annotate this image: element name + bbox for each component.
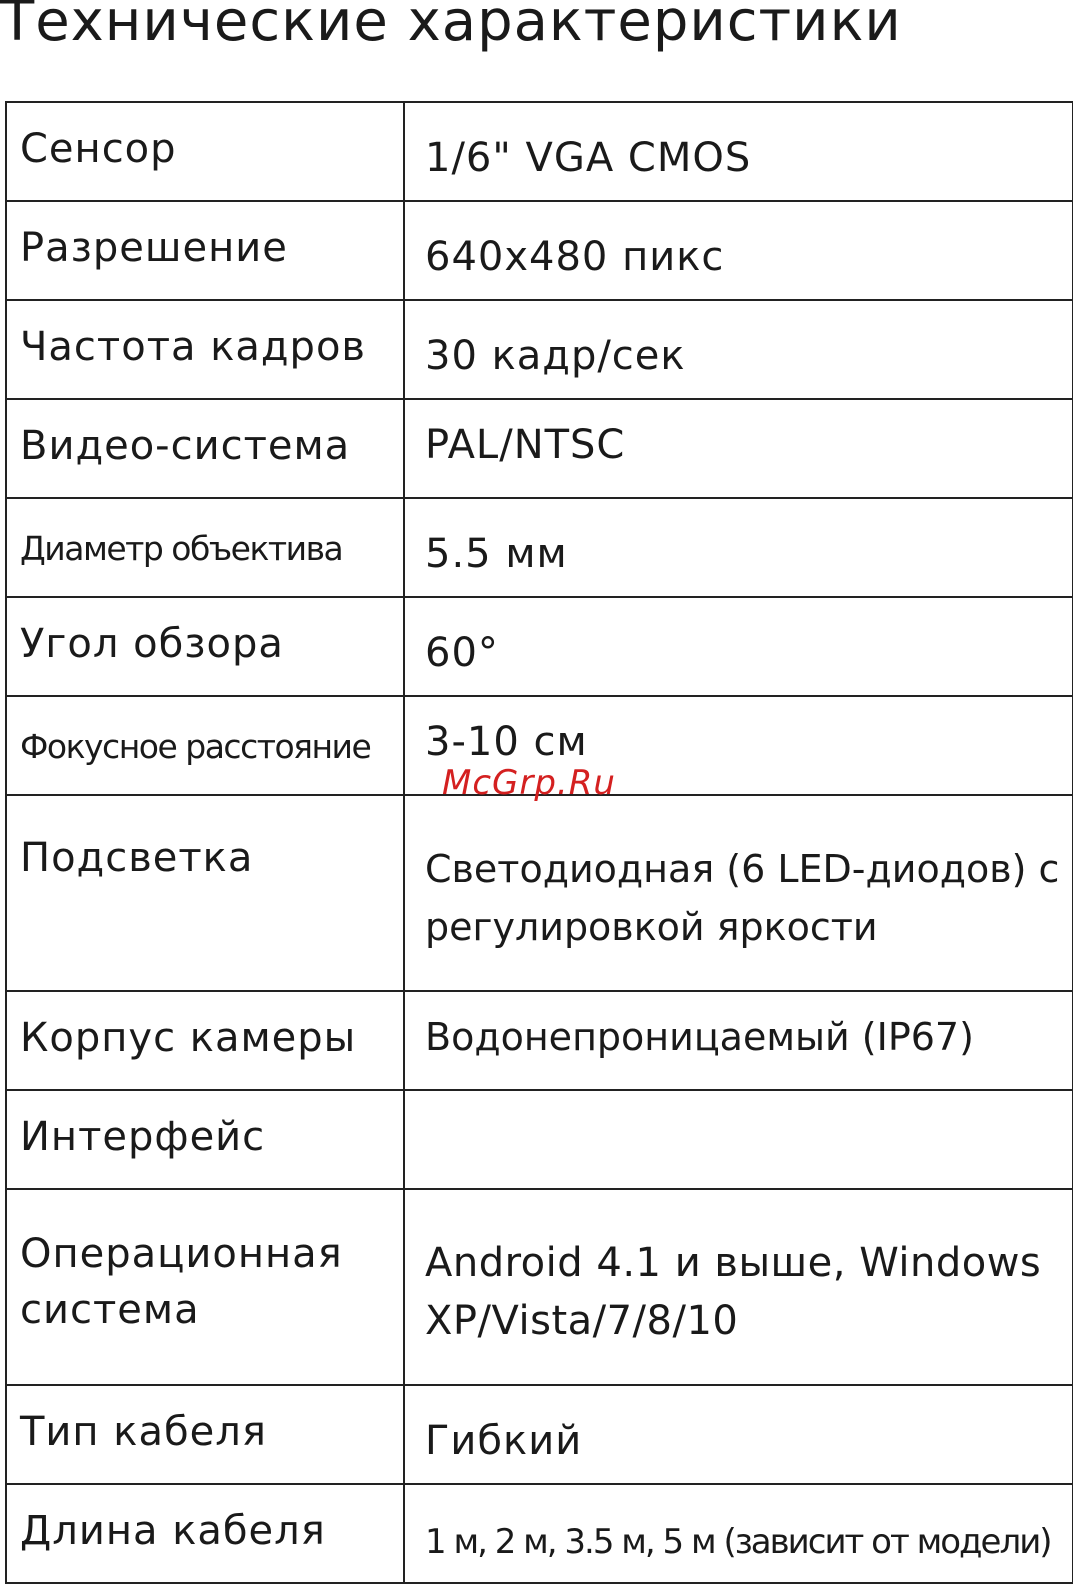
spec-label-sensor: Сенсор: [20, 126, 177, 172]
spec-label-cell: [6, 1090, 404, 1189]
watermark: McGrp.Ru: [442, 763, 616, 803]
spec-value-view-angle: 60°: [425, 630, 499, 676]
spec-label-cell: [6, 399, 404, 498]
spec-label-camera-body: Корпус камеры: [20, 1015, 357, 1061]
table-row: [6, 795, 1073, 991]
spec-label-video-system: Видео-система: [20, 423, 351, 469]
table-row: [6, 498, 1073, 597]
spec-value-cell: [404, 1385, 1073, 1484]
spec-value-sensor: 1/6" VGA CMOS: [425, 135, 752, 181]
table-row: [6, 1385, 1073, 1484]
spec-label-cell: [6, 1189, 404, 1385]
spec-label-cell: [6, 795, 404, 991]
spec-value-interface: [425, 1091, 1072, 1117]
table-row: [6, 102, 1073, 201]
spec-value-cable-type: Гибкий: [425, 1418, 583, 1464]
spec-label-cable-type: Тип кабеля: [20, 1409, 267, 1455]
table-row: [6, 1189, 1073, 1385]
spec-value-cell: [404, 201, 1073, 300]
spec-value-cell: [404, 399, 1073, 498]
spec-label-cell: [6, 498, 404, 597]
spec-value-operating-system: Android 4.1 и выше, Windows XP/Vista/7/8/10: [425, 1240, 1042, 1344]
spec-value-cell: [404, 991, 1073, 1090]
spec-label-view-angle: Угол обзора: [20, 621, 284, 667]
spec-value-frame-rate: 30 кадр/сек: [425, 333, 686, 379]
spec-label-cell: [6, 102, 404, 201]
spec-value-resolution: 640x480 пикс: [425, 234, 725, 280]
spec-label-cell: [6, 201, 404, 300]
spec-label-frame-rate: Частота кадров: [20, 324, 366, 370]
spec-value-cell: [404, 498, 1073, 597]
spec-value-cell: [404, 102, 1073, 201]
spec-label-operating-system: Операционная система: [20, 1231, 343, 1333]
spec-value-video-system: PAL/NTSC: [425, 422, 626, 468]
spec-value-camera-body: Водонепроницаемый (IP67): [425, 1015, 974, 1059]
spec-label-backlight: Подсветка: [20, 835, 254, 881]
spec-value-cell: [404, 795, 1073, 991]
spec-label-cell: [6, 696, 404, 795]
spec-label-cell: [6, 1385, 404, 1484]
page-title: Технические характеристики: [0, 0, 902, 54]
spec-table: [5, 101, 1073, 1584]
spec-label-cable-length: Длина кабеля: [20, 1508, 326, 1554]
table-row: [6, 1090, 1073, 1189]
table-row: [6, 991, 1073, 1090]
spec-label-resolution: Разрешение: [20, 225, 288, 271]
spec-value-backlight: Светодиодная (6 LED-диодов) с регулировкой яркости: [425, 847, 1060, 949]
spec-value-cable-length: 1 м, 2 м, 3.5 м, 5 м (зависит от модели): [425, 1522, 1051, 1562]
table-row: [6, 201, 1073, 300]
spec-label-cell: [6, 300, 404, 399]
table-row: [6, 300, 1073, 399]
spec-value-cell: [404, 1090, 1073, 1189]
table-row: [6, 1484, 1073, 1583]
spec-label-lens-diameter: Диаметр объектива: [20, 529, 343, 568]
spec-value-lens-diameter: 5.5 мм: [425, 531, 568, 577]
spec-label-cell: [6, 1484, 404, 1583]
spec-value-focal-distance: 3-10 см: [425, 719, 588, 765]
table-row: [6, 597, 1073, 696]
spec-value-cell: [404, 300, 1073, 399]
spec-label-cell: [6, 991, 404, 1090]
spec-label-focal-distance: Фокусное расстояние: [20, 727, 371, 766]
spec-value-cell: [404, 1484, 1073, 1583]
spec-value-cell: [404, 1189, 1073, 1385]
spec-label-interface: Интерфейс: [20, 1114, 266, 1160]
spec-value-cell: [404, 597, 1073, 696]
spec-label-cell: [6, 597, 404, 696]
table-row: [6, 399, 1073, 498]
